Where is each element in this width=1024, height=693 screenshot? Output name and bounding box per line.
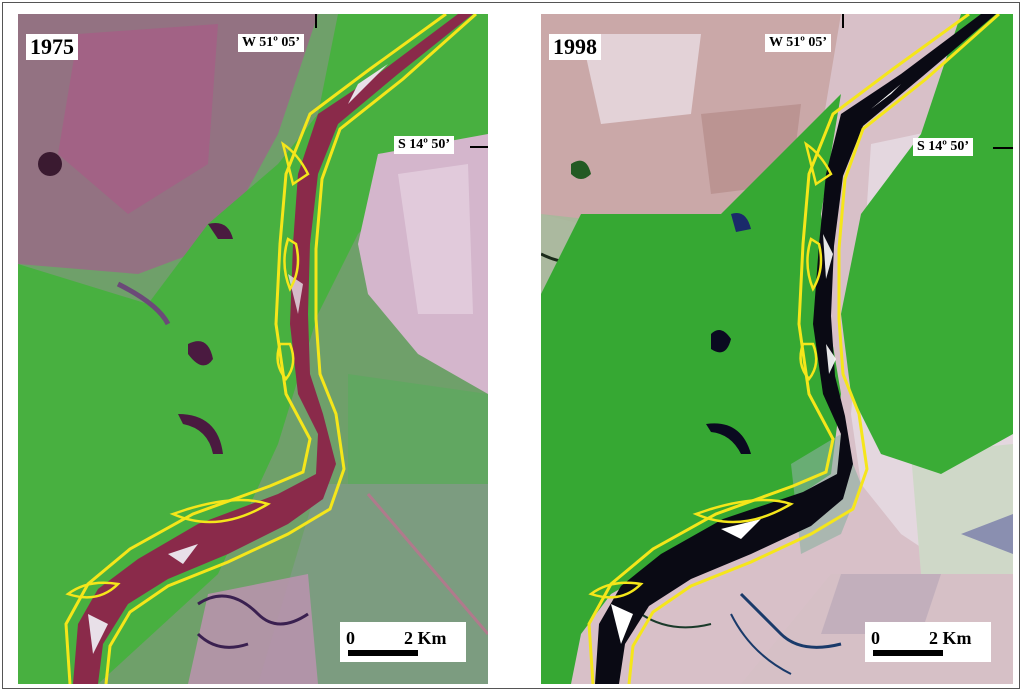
- satellite-image-1975: [18, 14, 488, 684]
- longitude-label: W 51º 05’: [238, 34, 304, 52]
- satellite-map-1975: [18, 14, 488, 684]
- scale-distance: 2 Km: [404, 628, 447, 648]
- longitude-label: W 51º 05’: [765, 34, 831, 52]
- satellite-image-1998: [541, 14, 1013, 684]
- latitude-label: S 14º 50’: [913, 138, 973, 156]
- scale-distance: 2 Km: [929, 628, 972, 648]
- scale-zero: 0: [346, 628, 355, 648]
- scale-zero: 0: [871, 628, 880, 648]
- latitude-label: S 14º 50’: [394, 136, 454, 154]
- year-label: 1975: [26, 34, 78, 60]
- satellite-map-1998: [541, 14, 1013, 684]
- scale-bar-line: [348, 650, 418, 656]
- year-label: 1998: [549, 34, 601, 60]
- scale-bar: [865, 622, 991, 662]
- scale-bar-line: [873, 650, 943, 656]
- scale-bar: [340, 622, 466, 662]
